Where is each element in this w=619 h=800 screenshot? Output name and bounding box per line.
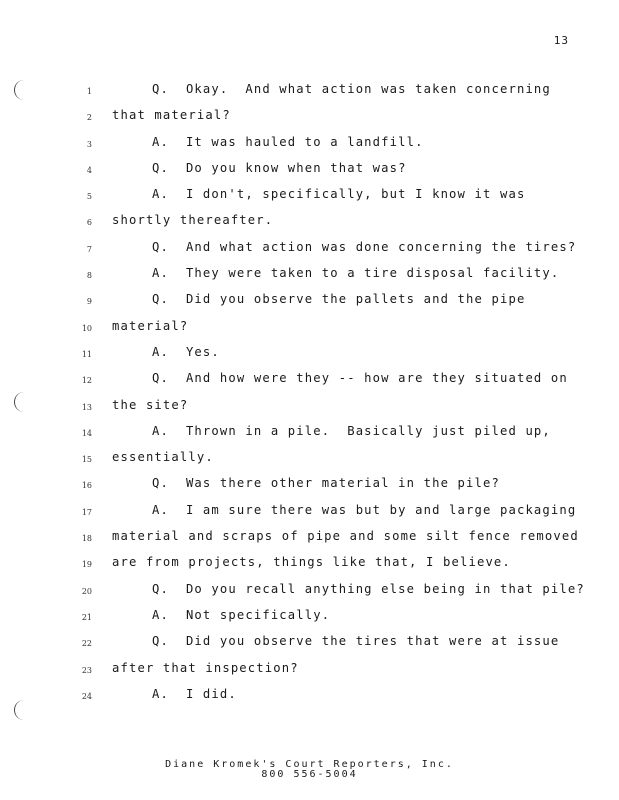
transcript-line (0, 661, 619, 687)
line-number: 5 (86, 192, 92, 202)
transcript-line (0, 82, 619, 108)
transcript-line (0, 529, 619, 555)
transcript-line (0, 135, 619, 161)
line-text: Q. Did you observe the pallets and the pipe (152, 292, 526, 307)
line-number: 15 (81, 455, 92, 465)
line-text: Q. Do you know when that was? (152, 160, 407, 175)
line-number: 19 (81, 560, 92, 570)
line-number: 10 (81, 323, 92, 333)
transcript-line (0, 266, 619, 292)
line-text: the site? (112, 397, 189, 412)
transcript-line (0, 582, 619, 608)
line-number: 3 (86, 139, 92, 149)
line-number: 2 (86, 113, 92, 123)
transcript-line (0, 555, 619, 581)
transcript-line (0, 608, 619, 634)
line-text: Q. Did you observe the tires that were at issue (152, 634, 560, 649)
line-number: 12 (81, 376, 92, 386)
transcript-line (0, 240, 619, 266)
line-text: A. Not specifically. (152, 607, 331, 622)
transcript-line (0, 187, 619, 213)
line-number: 7 (86, 244, 92, 254)
transcript-line (0, 319, 619, 345)
line-number: 24 (81, 691, 92, 701)
line-number: 8 (86, 271, 92, 281)
line-text: Q. Was there other material in the pile? (152, 476, 500, 491)
line-number: 6 (86, 218, 92, 228)
transcript-line (0, 476, 619, 502)
transcript-line (0, 398, 619, 424)
transcript-line (0, 292, 619, 318)
line-text: are from projects, things like that, I believe. (112, 555, 511, 570)
line-text: Q. And what action was done concerning the tires? (152, 239, 577, 254)
line-text: shortly thereafter. (112, 213, 274, 228)
line-number: 22 (81, 639, 92, 649)
line-text: material? (112, 318, 189, 333)
line-text: material and scraps of pipe and some silt fence removed (112, 529, 579, 544)
footer-phone: 800 556-5004 (261, 769, 358, 780)
line-number: 17 (81, 507, 92, 517)
line-text: A. I don't, specifically, but I know it was (152, 187, 526, 202)
transcript-line (0, 634, 619, 660)
page-number: 13 (553, 34, 569, 47)
line-number: 11 (81, 349, 92, 359)
line-number: 14 (81, 428, 92, 438)
line-text: Q. Do you recall anything else being in that pile? (152, 581, 585, 596)
transcript-line (0, 108, 619, 134)
transcript-line (0, 345, 619, 371)
transcript-lines (0, 82, 619, 713)
line-text: Q. And how were they -- how are they situated on (152, 371, 568, 386)
transcript-line (0, 450, 619, 476)
line-text: that material? (112, 108, 231, 123)
transcript-line (0, 161, 619, 187)
line-text: A. It was hauled to a landfill. (152, 134, 424, 149)
line-number: 16 (81, 481, 92, 491)
transcript-line (0, 213, 619, 239)
line-text: after that inspection? (112, 660, 299, 675)
transcript-line (0, 371, 619, 397)
line-number: 4 (86, 165, 92, 175)
line-number: 23 (81, 665, 92, 675)
line-text: A. They were taken to a tire disposal facility. (152, 266, 560, 281)
line-number: 21 (81, 612, 92, 622)
line-number: 9 (86, 297, 92, 307)
footer-company: Diane Kromek's Court Reporters, Inc. (165, 759, 454, 770)
line-text: A. I did. (152, 686, 237, 701)
line-number: 13 (81, 402, 92, 412)
transcript-line (0, 424, 619, 450)
line-text: Q. Okay. And what action was taken concerning (152, 82, 551, 96)
line-text: A. Yes. (152, 344, 220, 359)
line-text: essentially. (112, 450, 214, 465)
line-number: 20 (81, 586, 92, 596)
line-number: 18 (81, 534, 92, 544)
transcript-line (0, 687, 619, 713)
line-number: 1 (86, 87, 92, 96)
line-text: A. Thrown in a pile. Basically just piled up, (152, 423, 551, 438)
transcript-line (0, 503, 619, 529)
line-text: A. I am sure there was but by and large packaging (152, 502, 577, 517)
